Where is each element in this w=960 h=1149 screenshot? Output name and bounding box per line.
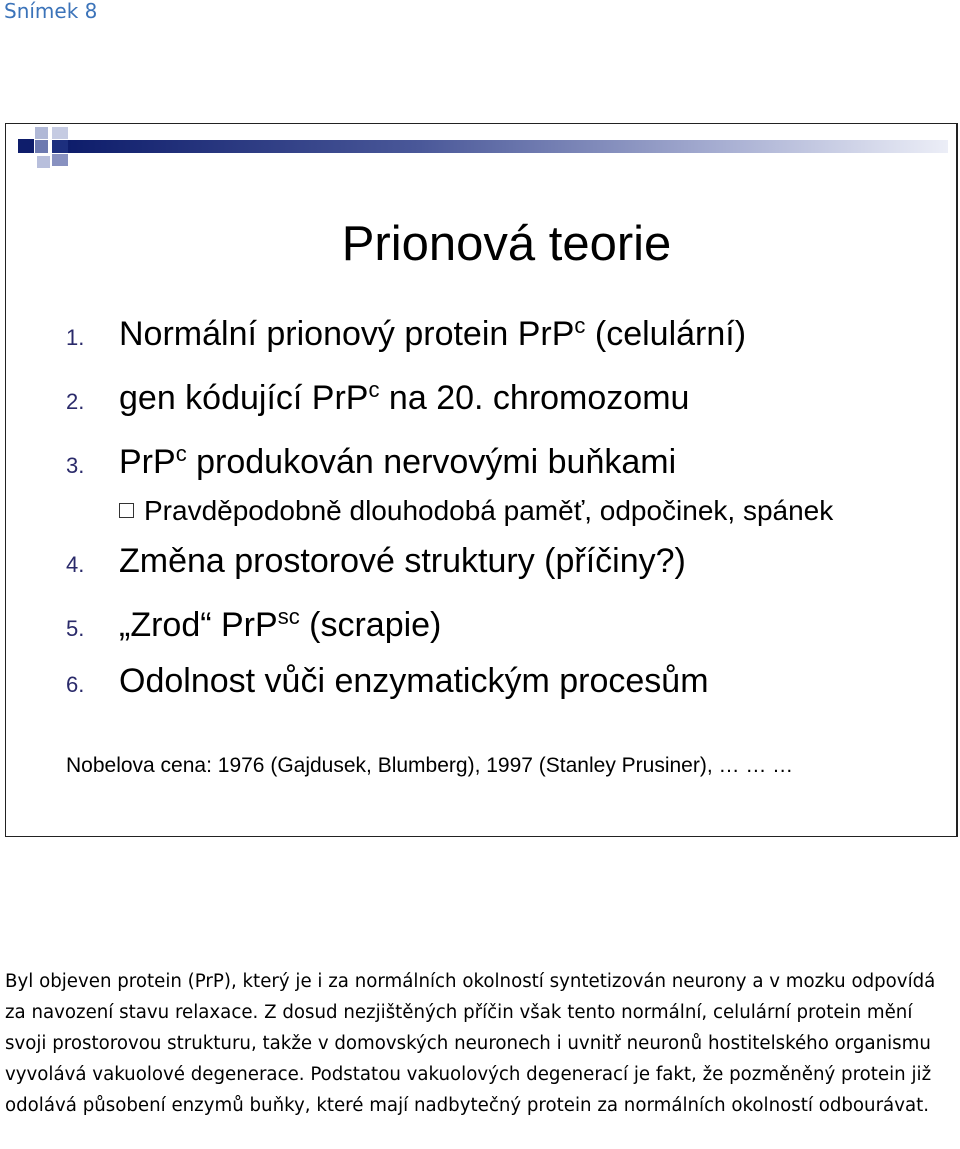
header-gradient-bar (68, 140, 948, 153)
list-item (66, 535, 834, 591)
list-number: 2. (66, 389, 85, 414)
notes-paragraph: Byl objeven protein (PrP), který je i za normálních okolností syntetizován neurony a v mozku odpovídá za navození stavu relaxace. Z dosud nezjištěných příčin však tento normální, celulární protein mění svoji prostorovou strukturu, takže v domovských neuronech i uvnitř neuronů hostitelského organismu vyvolává vakuolové degenerace. Podstatou vakuolových degenerací je fakt, že pozměněný protein již odolává působení enzymů buňky, které mají nadbytečný protein za normálních okolností odbourávat. (5, 971, 936, 1116)
slide-number-label: Snímek 8 (4, 0, 98, 23)
list-item-text: Normální prionový protein PrP (119, 315, 575, 353)
header-decoration-square (35, 140, 48, 153)
list-item-text: PrP (119, 443, 176, 481)
numbered-list (66, 300, 834, 711)
superscript: c (574, 313, 586, 338)
header-decoration-square (35, 127, 48, 139)
list-item (66, 300, 834, 364)
list-item-text-tail: (celulární) (585, 315, 747, 353)
list-item (66, 591, 834, 655)
list-item-text-tail: na 20. chromozomu (379, 379, 690, 417)
superscript: c (175, 441, 187, 466)
sub-bullet-item (122, 492, 834, 529)
list-item-text: Změna prostorové struktury (příčiny?) (119, 542, 686, 580)
header-decoration-square (52, 154, 68, 166)
header-decoration-square (52, 140, 68, 153)
list-item-text-tail: produkován nervovými buňkami (186, 443, 677, 481)
header-decoration-square (18, 139, 34, 153)
nobel-prize-line: Nobelova cena: 1976 (Gajdusek, Blumberg), 1997 (Stanley Prusiner), … … … (66, 754, 794, 777)
list-item-text: gen kódující PrP (119, 379, 369, 417)
list-number: 6. (66, 672, 85, 697)
list-item (66, 655, 834, 711)
list-item (66, 428, 834, 492)
square-bullet-icon (119, 503, 134, 518)
list-item (66, 364, 834, 428)
list-number: 1. (66, 325, 85, 350)
list-number: 5. (66, 616, 85, 641)
slide-title: Prionová teorie (341, 217, 672, 271)
sub-bullet-text: Pravděpodobně dlouhodobá paměť, odpočinek, spánek (144, 495, 834, 526)
header-decoration-square (37, 156, 50, 168)
superscript: sc (277, 604, 300, 629)
list-number: 3. (66, 453, 85, 478)
list-item-text-tail: (scrapie) (299, 606, 442, 644)
list-item-text: „Zrod“ PrP (119, 606, 278, 644)
list-item-text: Odolnost vůči enzymatickým procesům (119, 662, 709, 700)
list-number: 4. (66, 552, 85, 577)
slide-frame (5, 123, 958, 837)
superscript: c (368, 377, 380, 402)
header-decoration-square (52, 127, 68, 139)
